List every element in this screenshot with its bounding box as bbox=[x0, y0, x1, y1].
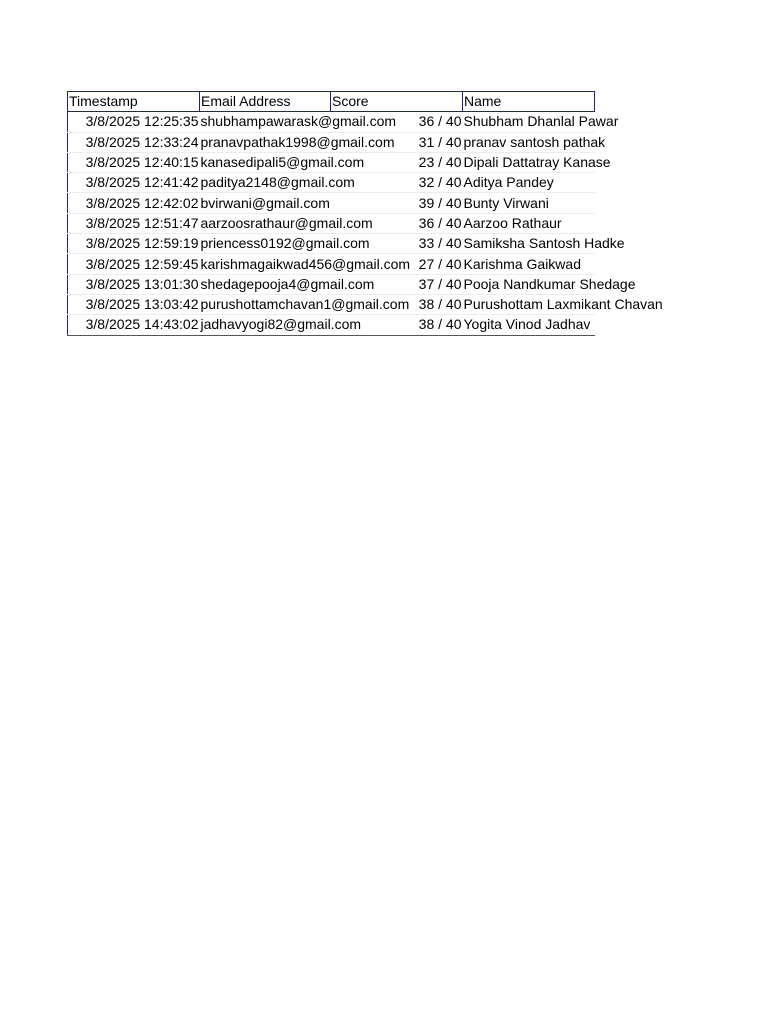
cell-email-address[interactable]: karishmagaikwad456@gmail.com bbox=[200, 254, 331, 274]
cell-score[interactable]: 31 / 40 bbox=[331, 132, 463, 152]
cell-name[interactable]: Shubham Dhanlal Pawar bbox=[463, 112, 595, 132]
cell-name[interactable]: Bunty Virwani bbox=[463, 193, 595, 213]
cell-name[interactable]: Dipali Dattatray Kanase bbox=[463, 152, 595, 172]
table-row bbox=[68, 294, 595, 314]
cell-score[interactable]: 32 / 40 bbox=[331, 173, 463, 193]
cell-score[interactable]: 33 / 40 bbox=[331, 234, 463, 254]
cell-timestamp[interactable]: 3/8/2025 13:01:30 bbox=[68, 274, 200, 294]
cell-score[interactable]: 27 / 40 bbox=[331, 254, 463, 274]
cell-email-address[interactable]: shedagepooja4@gmail.com bbox=[200, 274, 331, 294]
header-name[interactable]: Name bbox=[463, 92, 595, 112]
header-timestamp[interactable]: Timestamp bbox=[68, 92, 200, 112]
cell-name[interactable]: Aarzoo Rathaur bbox=[463, 213, 595, 233]
table-row bbox=[68, 213, 595, 233]
header-row bbox=[68, 92, 595, 112]
cell-score[interactable]: 38 / 40 bbox=[331, 294, 463, 314]
cell-score[interactable]: 23 / 40 bbox=[331, 152, 463, 172]
table-row bbox=[68, 112, 595, 132]
cell-timestamp[interactable]: 3/8/2025 12:59:45 bbox=[68, 254, 200, 274]
table-row bbox=[68, 152, 595, 172]
table-row bbox=[68, 132, 595, 152]
cell-name[interactable]: Pooja Nandkumar Shedage bbox=[463, 274, 595, 294]
cell-name[interactable]: Purushottam Laxmikant Chavan bbox=[463, 294, 595, 314]
cell-timestamp[interactable]: 3/8/2025 12:41:42 bbox=[68, 173, 200, 193]
cell-email-address[interactable]: kanasedipali5@gmail.com bbox=[200, 152, 331, 172]
table-row bbox=[68, 254, 595, 274]
cell-email-address[interactable]: jadhavyogi82@gmail.com bbox=[200, 315, 331, 335]
table-row bbox=[68, 173, 595, 193]
table-row bbox=[68, 315, 595, 335]
cell-email-address[interactable]: paditya2148@gmail.com bbox=[200, 173, 331, 193]
cell-timestamp[interactable]: 3/8/2025 12:59:19 bbox=[68, 234, 200, 254]
cell-name[interactable]: Aditya Pandey bbox=[463, 173, 595, 193]
cell-score[interactable]: 36 / 40 bbox=[331, 213, 463, 233]
cell-timestamp[interactable]: 3/8/2025 12:33:24 bbox=[68, 132, 200, 152]
cell-score[interactable]: 38 / 40 bbox=[331, 315, 463, 335]
cell-timestamp[interactable]: 3/8/2025 12:25:35 bbox=[68, 112, 200, 132]
cell-email-address[interactable]: priencess0192@gmail.com bbox=[200, 234, 331, 254]
header-email-address[interactable]: Email Address bbox=[200, 92, 331, 112]
cell-score[interactable]: 37 / 40 bbox=[331, 274, 463, 294]
table-row bbox=[68, 274, 595, 294]
cell-email-address[interactable]: purushottamchavan1@gmail.com bbox=[200, 294, 331, 314]
cell-timestamp[interactable]: 3/8/2025 12:51:47 bbox=[68, 213, 200, 233]
cell-email-address[interactable]: pranavpathak1998@gmail.com bbox=[200, 132, 331, 152]
cell-name[interactable]: Samiksha Santosh Hadke bbox=[463, 234, 595, 254]
spreadsheet-region bbox=[67, 91, 663, 336]
responses-table bbox=[67, 91, 663, 336]
cell-timestamp[interactable]: 3/8/2025 14:43:02 bbox=[68, 315, 200, 335]
cell-name[interactable]: Yogita Vinod Jadhav bbox=[463, 315, 595, 335]
header-score[interactable]: Score bbox=[331, 92, 463, 112]
table-row bbox=[68, 193, 595, 213]
cell-timestamp[interactable]: 3/8/2025 13:03:42 bbox=[68, 294, 200, 314]
table-row bbox=[68, 234, 595, 254]
cell-email-address[interactable]: bvirwani@gmail.com bbox=[200, 193, 331, 213]
cell-timestamp[interactable]: 3/8/2025 12:42:02 bbox=[68, 193, 200, 213]
cell-name[interactable]: Karishma Gaikwad bbox=[463, 254, 595, 274]
cell-score[interactable]: 39 / 40 bbox=[331, 193, 463, 213]
cell-score[interactable]: 36 / 40 bbox=[331, 112, 463, 132]
cell-email-address[interactable]: aarzoosrathaur@gmail.com bbox=[200, 213, 331, 233]
cell-email-address[interactable]: shubhampawarask@gmail.com bbox=[200, 112, 331, 132]
cell-name[interactable]: pranav santosh pathak bbox=[463, 132, 595, 152]
cell-timestamp[interactable]: 3/8/2025 12:40:15 bbox=[68, 152, 200, 172]
